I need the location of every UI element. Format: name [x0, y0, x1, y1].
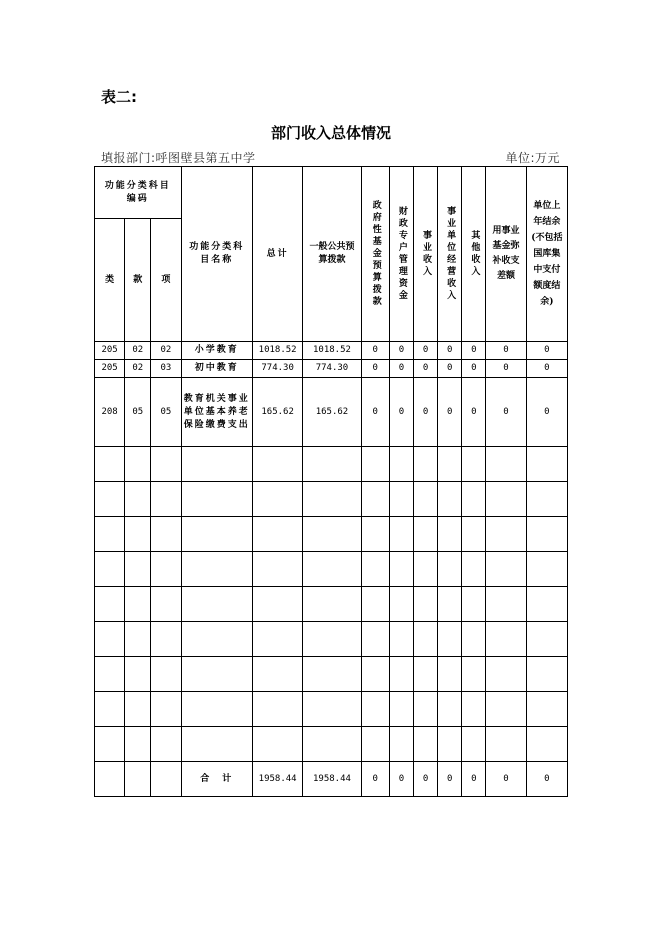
cell-name: 小学教育 — [181, 342, 252, 360]
empty-row — [95, 517, 568, 552]
cell-operating: 0 — [438, 378, 462, 447]
empty-row — [95, 657, 568, 692]
table-row — [95, 342, 568, 360]
page-title: 部门收入总体情况 — [270, 124, 391, 142]
cell-xiang: 05 — [151, 378, 181, 447]
cell-operating: 0 — [438, 360, 462, 378]
cell-biz-income: 0 — [413, 342, 437, 360]
reporting-department: 填报部门:呼图壁县第五中学 — [101, 151, 256, 165]
empty-row — [95, 587, 568, 622]
cell-kuan: 02 — [125, 360, 151, 378]
empty-row — [95, 482, 568, 517]
empty-row — [95, 552, 568, 587]
empty-row — [95, 447, 568, 482]
table-row — [95, 378, 568, 447]
total-carryover: 0 — [526, 762, 567, 797]
cell-carryover: 0 — [526, 360, 567, 378]
cell-fund-supp: 0 — [486, 378, 526, 447]
cell-total: 774.30 — [252, 360, 302, 378]
cell-name: 教育机关事业单位基本养老保险缴费支出 — [181, 378, 252, 447]
header-fund-supp: 用事业基金弥补收支差额 — [486, 167, 526, 342]
total-total: 1958.44 — [252, 762, 302, 797]
cell-gov-fund: 0 — [361, 378, 389, 447]
cell-kuan: 02 — [125, 342, 151, 360]
cell-total: 1018.52 — [252, 342, 302, 360]
empty-row — [95, 727, 568, 762]
table-label: 表二: — [101, 88, 137, 106]
header-code-group: 功能分类科目编码 — [95, 167, 182, 219]
header-xiang: 项 — [151, 219, 181, 342]
empty-row — [95, 692, 568, 727]
cell-fund-supp: 0 — [486, 342, 526, 360]
cell-gov-fund: 0 — [361, 360, 389, 378]
unit-label: 单位:万元 — [505, 151, 560, 165]
total-row — [95, 762, 568, 797]
cell-carryover: 0 — [526, 342, 567, 360]
cell-other: 0 — [462, 360, 486, 378]
cell-lei: 205 — [95, 360, 125, 378]
cell-fund-supp: 0 — [486, 360, 526, 378]
table-row — [95, 360, 568, 378]
header-general: 一般公共预算拨款 — [303, 167, 361, 342]
header-gov-fund: 政府性基金预算拨款 — [361, 167, 389, 342]
cell-other: 0 — [462, 342, 486, 360]
cell-lei: 205 — [95, 342, 125, 360]
cell-kuan: 05 — [125, 378, 151, 447]
header-row-1 — [95, 167, 568, 219]
header-carryover: 单位上年结余(不包括国库集中支付额度结余) — [526, 167, 567, 342]
total-gov-fund: 0 — [361, 762, 389, 797]
cell-general: 1018.52 — [303, 342, 361, 360]
cell-total: 165.62 — [252, 378, 302, 447]
total-fund-supp: 0 — [486, 762, 526, 797]
cell-general: 165.62 — [303, 378, 361, 447]
header-operating: 事业单位经营收入 — [438, 167, 462, 342]
total-general: 1958.44 — [303, 762, 361, 797]
header-total: 总计 — [252, 167, 302, 342]
cell-general: 774.30 — [303, 360, 361, 378]
header-kuan: 款 — [125, 219, 151, 342]
cell-biz-income: 0 — [413, 378, 437, 447]
header-lei: 类 — [95, 219, 125, 342]
cell-xiang: 02 — [151, 342, 181, 360]
total-label: 合 计 — [181, 762, 252, 797]
cell-xiang: 03 — [151, 360, 181, 378]
header-special: 财政专户管理资金 — [389, 167, 413, 342]
header-other: 其他收入 — [462, 167, 486, 342]
cell-operating: 0 — [438, 342, 462, 360]
header-biz-income: 事业收入 — [413, 167, 437, 342]
cell-carryover: 0 — [526, 378, 567, 447]
total-biz-income: 0 — [413, 762, 437, 797]
total-operating: 0 — [438, 762, 462, 797]
cell-name: 初中教育 — [181, 360, 252, 378]
cell-special: 0 — [389, 360, 413, 378]
cell-lei: 208 — [95, 378, 125, 447]
cell-biz-income: 0 — [413, 360, 437, 378]
total-other: 0 — [462, 762, 486, 797]
income-table — [94, 166, 568, 797]
cell-special: 0 — [389, 342, 413, 360]
total-special: 0 — [389, 762, 413, 797]
header-name: 功能分类科目名称 — [181, 167, 252, 342]
empty-row — [95, 622, 568, 657]
cell-special: 0 — [389, 378, 413, 447]
cell-other: 0 — [462, 378, 486, 447]
cell-gov-fund: 0 — [361, 342, 389, 360]
